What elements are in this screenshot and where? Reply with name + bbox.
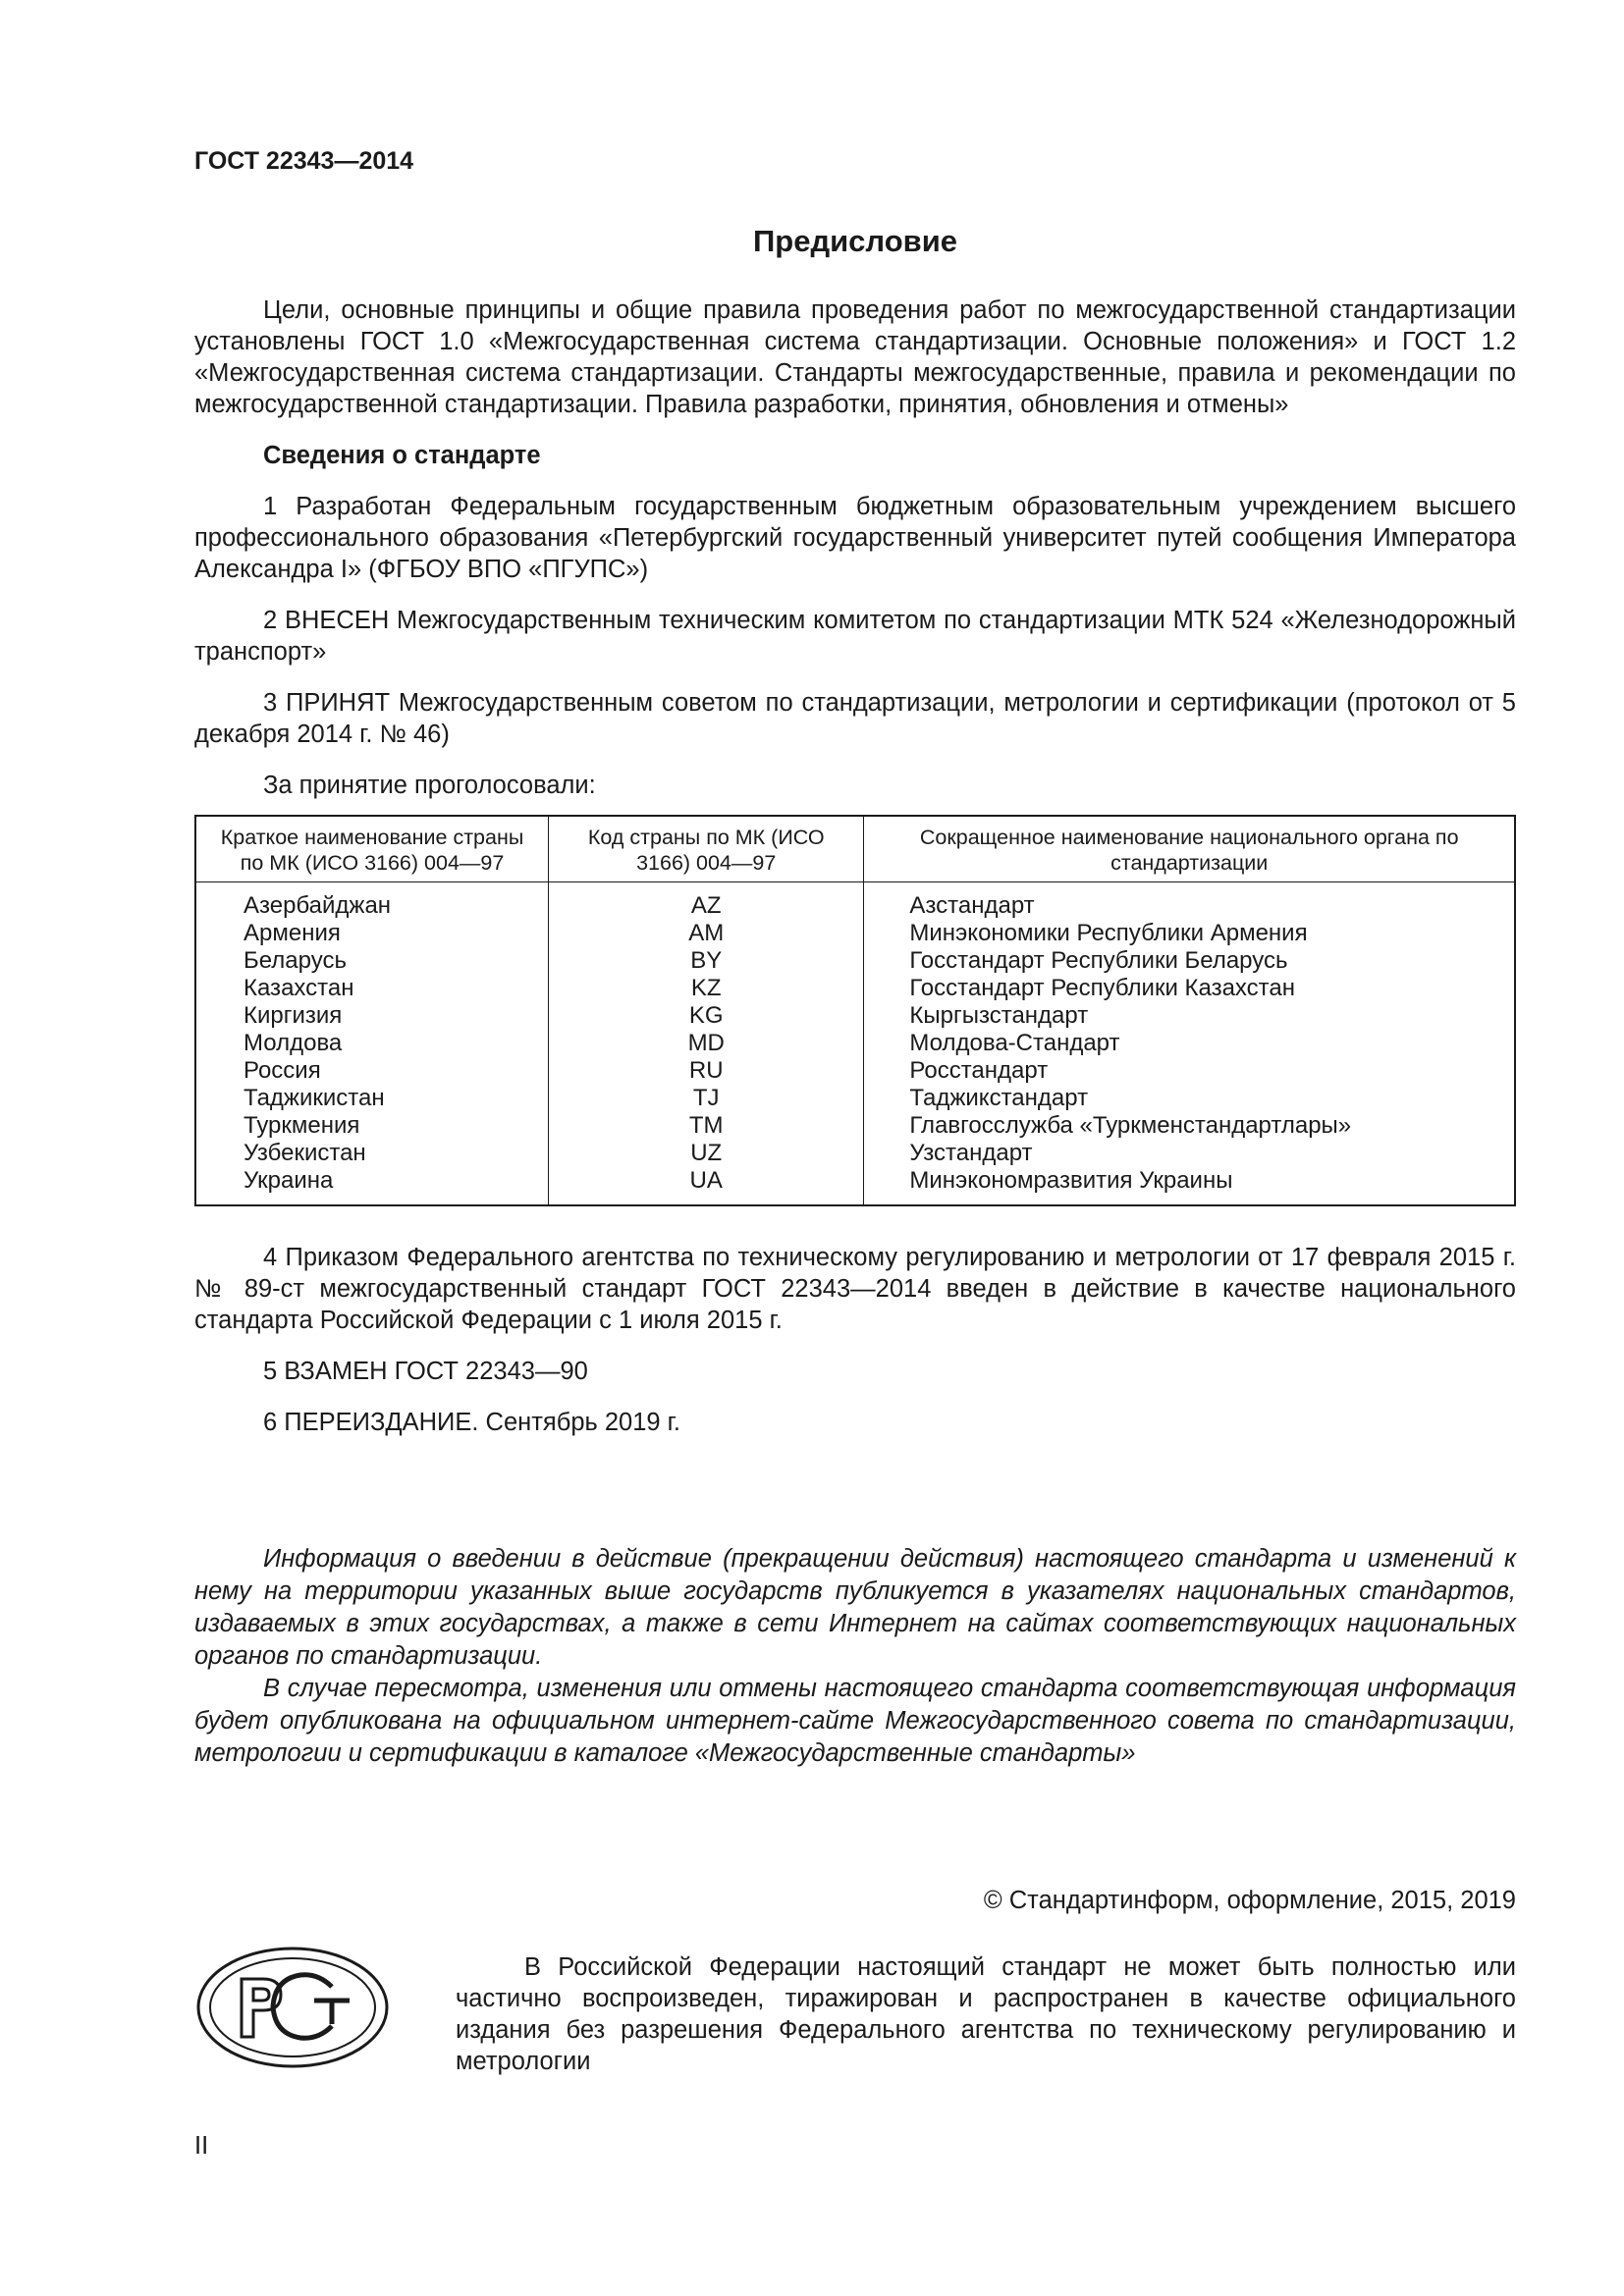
standards-body: Главгосслужба «Туркменстандартлары» <box>864 1112 1515 1140</box>
table-row <box>195 1030 1515 1057</box>
country-name: Молдова <box>195 1030 549 1057</box>
country-code: RU <box>549 1057 864 1085</box>
page-title: Предисловие <box>752 224 957 258</box>
standards-body: Госстандарт Республики Казахстан <box>864 975 1515 1002</box>
standards-body: Узстандарт <box>864 1140 1515 1167</box>
page-number: II <box>194 2132 209 2160</box>
country-name: Таджикистан <box>195 1085 549 1112</box>
standards-body: Кыргызстандарт <box>864 1002 1515 1030</box>
country-name: Армения <box>195 920 549 947</box>
item-1: 1 Разработан Федеральным государственным бюджетным образовательным учреждением высшего профессионального образования «Петербургский государственный университет путей сообщения Императора Александра I» (ФГБОУ ВПО «ПГУПС») <box>194 493 1516 583</box>
foreword-body <box>194 294 1516 1458</box>
country-name: Казахстан <box>195 975 549 1002</box>
country-code: KZ <box>549 975 864 1002</box>
country-name: Киргизия <box>195 1002 549 1030</box>
item-6: 6 ПЕРЕИЗДАНИЕ. Сентябрь 2019 г. <box>263 1409 680 1436</box>
notice-block <box>194 1543 1516 1770</box>
table-row <box>195 882 1515 921</box>
country-name: Азербайджан <box>195 882 549 921</box>
vote-label: За принятие проголосовали: <box>263 772 596 799</box>
standards-body: Госстандарт Республики Беларусь <box>864 947 1515 975</box>
table-row <box>195 1167 1515 1205</box>
country-name: Туркмения <box>195 1112 549 1140</box>
table-row <box>195 1140 1515 1167</box>
info-heading: Сведения о стандарте <box>263 442 541 469</box>
country-code: TM <box>549 1112 864 1140</box>
country-code: UA <box>549 1167 864 1205</box>
country-code: AZ <box>549 882 864 921</box>
standards-body: Минэкономики Республики Армения <box>864 920 1515 947</box>
standards-body: Азстандарт <box>864 882 1515 921</box>
country-code: UZ <box>549 1140 864 1167</box>
table-row <box>195 1002 1515 1030</box>
rst-certification-logo-icon <box>194 1944 391 2071</box>
country-name: Беларусь <box>195 947 549 975</box>
table-row <box>195 1112 1515 1140</box>
country-code: AM <box>549 920 864 947</box>
table-row <box>195 975 1515 1002</box>
rights-paragraph: В Российской Федерации настоящий стандарт не может быть полностью или частично воспроизведен, тиражирован и распространен в качестве официального издания без разрешения Федерального агентства по техническому регулированию и метрологии <box>456 1953 1516 2075</box>
country-code: KG <box>549 1002 864 1030</box>
document-code: ГОСТ 22343—2014 <box>194 147 414 175</box>
country-name: Узбекистан <box>195 1140 549 1167</box>
copyright-line: © Стандартинформ, оформление, 2015, 2019 <box>983 1887 1516 1914</box>
voting-countries-table <box>194 815 1516 1206</box>
table-row <box>195 1057 1515 1085</box>
table-row <box>195 920 1515 947</box>
country-name: Украина <box>195 1167 549 1205</box>
item-4: 4 Приказом Федерального агентства по техническому регулированию и метрологии от 17 февраля 2015 г. № 89-ст межгосударственный стандарт ГОСТ 22343—2014 введен в действие в качестве национального стандарта Российской Федерации с 1 июля 2015 г. <box>194 1244 1516 1334</box>
item-5: 5 ВЗАМЕН ГОСТ 22343—90 <box>263 1358 588 1385</box>
country-code: BY <box>549 947 864 975</box>
document-page <box>194 0 1516 2296</box>
country-name: Россия <box>195 1057 549 1085</box>
notice-paragraph-1: Информация о введении в действие (прекращении действия) настоящего стандарта и изменений к нему на территории указанных выше государств публикуется в указателях национальных стандартов, издаваемых в этих государствах, а также в сети Интернет на сайтах соответствующих национальных органов по стандартизации. <box>194 1545 1516 1670</box>
column-header-body: Сокращенное наименование национального органа по стандартизации <box>864 816 1515 882</box>
standards-body: Таджикстандарт <box>864 1085 1515 1112</box>
column-header-code: Код страны по МК (ИСО 3166) 004—97 <box>549 816 864 882</box>
standards-body: Росстандарт <box>864 1057 1515 1085</box>
item-2: 2 ВНЕСЕН Межгосударственным техническим комитетом по стандартизации МТК 524 «Железнодорожный транспорт» <box>194 607 1516 666</box>
table-row <box>195 1085 1515 1112</box>
notice-paragraph-2: В случае пересмотра, изменения или отмены настоящего стандарта соответствующая информация будет опубликована на официальном интернет-сайте Межгосударственного совета по стандартизации, метрологии и сертификации в каталоге «Межгосударственные стандарты» <box>194 1675 1516 1767</box>
standards-body: Минэкономразвития Украины <box>864 1167 1515 1205</box>
column-header-country: Краткое наименование страны по МК (ИСО 3166) 004—97 <box>195 816 549 882</box>
intro-paragraph: Цели, основные принципы и общие правила проведения работ по межгосударственной стандартизации установлены ГОСТ 1.0 «Межгосударственная система стандартизации. Основные положения» и ГОСТ 1.2 «Межгосударственная система стандартизации. Стандарты межгосударственные, правила и рекомендации по межгосударственной стандартизации. Правила разработки, принятия, обновления и отмены» <box>194 296 1516 418</box>
country-code: MD <box>549 1030 864 1057</box>
table-header-row <box>195 816 1515 882</box>
standards-body: Молдова-Стандарт <box>864 1030 1515 1057</box>
item-3: 3 ПРИНЯТ Межгосударственным советом по стандартизации, метрологии и сертификации (протокол от 5 декабря 2014 г. № 46) <box>194 689 1516 748</box>
country-code: TJ <box>549 1085 864 1112</box>
table-row <box>195 947 1515 975</box>
rights-notice <box>456 1951 1516 2077</box>
